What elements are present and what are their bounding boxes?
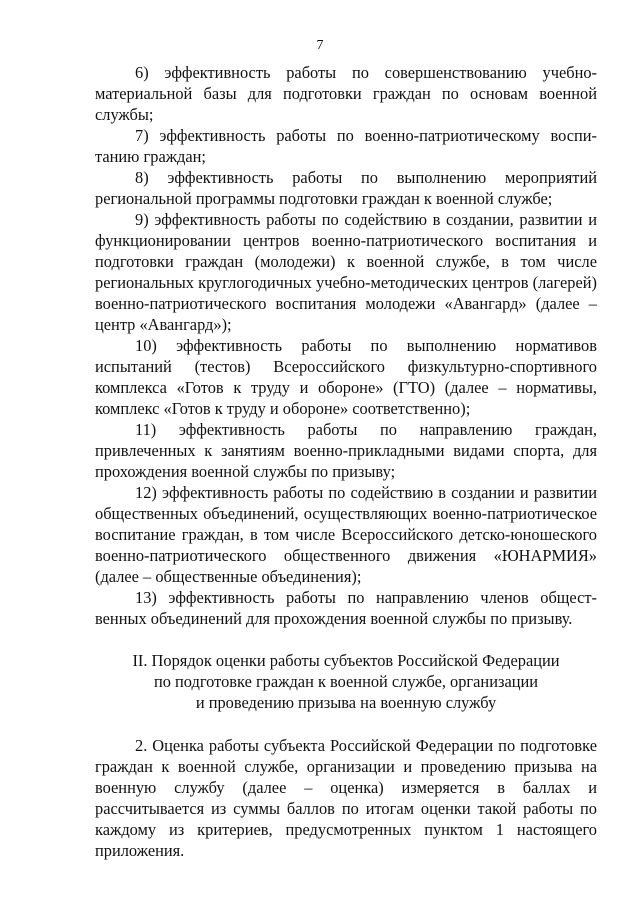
section-heading-line-3: и проведению призыва на военную службу: [195, 693, 497, 712]
paragraph-item-12: 12) эффективность работы по содействию в создании и развитии общественных объединений, осуществляющих военно-патриотическое воспитание граждан, в том числе Всероссийского детско-юношеского военно-патриотического общественного движения «ЮНАРМИЯ» (далее – общественные объединения);: [95, 483, 597, 586]
paragraph-item-6: 6) эффективность работы по совершенствованию учебно-материальной базы для подготовки граждан по основам военной службы;: [95, 63, 597, 124]
paragraph-item-9: 9) эффективность работы по содействию в создании, развитии и функционировании центров военно-патриотического воспитания и подготовки граждан (молодежи) к военной службе, в том числе региональных круглогодичных учебно-методических центров (лагерей) военно-патриотического воспитания молодежи «Авангард» (далее – центр «Авангард»);: [95, 210, 597, 334]
paragraph-item-13: 13) эффективность работы по направлению членов общест-венных объединений для прохождения военной службы по призыву.: [95, 588, 597, 628]
section-heading-line-1: II. Порядок оценки работы субъектов Российской Федерации: [132, 651, 560, 670]
document-body: [95, 62, 597, 861]
section-heading: [95, 650, 597, 713]
page-number: 7: [316, 38, 324, 53]
paragraph-item-11: 11) эффективность работы по направлению граждан, привлеченных к занятиям военно-прикладными видами спорта, для прохождения военной службы по призыву;: [95, 420, 597, 481]
paragraph-item-7: 7) эффективность работы по военно-патриотическому воспи-танию граждан;: [95, 126, 597, 166]
section-heading-line-2: по подготовке граждан к военной службе, организации: [153, 672, 539, 691]
paragraph-item-8: 8) эффективность работы по выполнению мероприятий региональной программы подготовки граждан к военной службе;: [95, 168, 597, 208]
paragraph-clause-2: 2. Оценка работы субъекта Российской Федерации по подготовке граждан к военной службе, организации и проведению призыва на военную службу (далее – оценка) измеряется в баллах и рассчитывается из суммы баллов по итогам оценки такой работы по каждому из критериев, предусмотренных пунктом 1 настоящего приложения.: [95, 736, 597, 860]
paragraph-item-10: 10) эффективность работы по выполнению нормативов испытаний (тестов) Всероссийского физкультурно-спортивного комплекса «Готов к труду и обороне» (ГТО) (далее – нормативы, комплекс «Готов к труду и обороне» соответственно);: [95, 336, 597, 418]
